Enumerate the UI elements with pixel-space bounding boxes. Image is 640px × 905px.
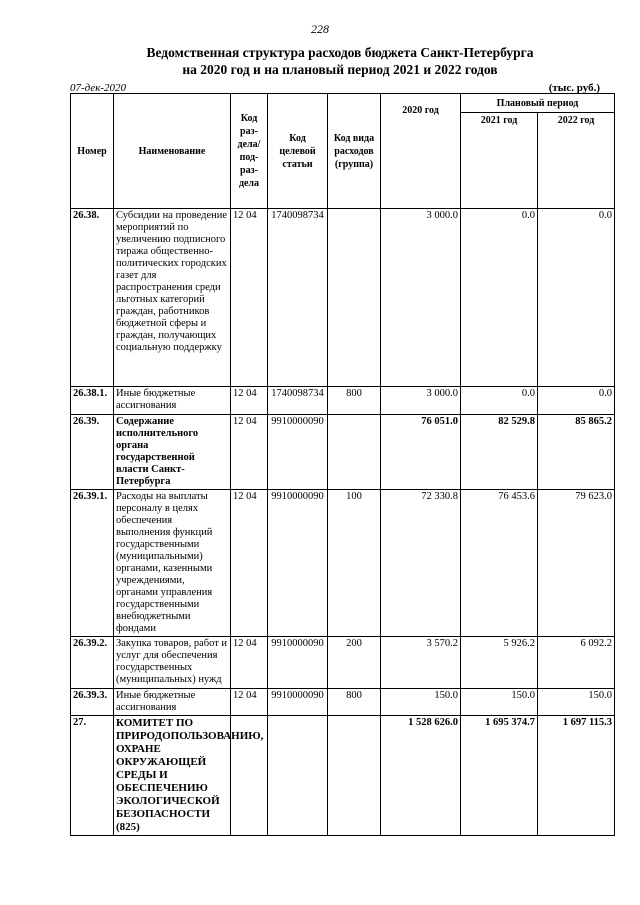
header-number: Номер	[71, 94, 114, 209]
document-date: 07-дек-2020	[70, 82, 127, 94]
title-line-1: Ведомственная структура расходов бюджета Санкт-Петербурга	[146, 45, 534, 60]
row-number: 26.38.	[71, 209, 114, 387]
row-amount-2020: 3 000.0	[381, 387, 461, 415]
row-number: 26.39.3.	[71, 689, 114, 716]
row-target-code: 1740098734	[268, 209, 328, 387]
row-expense-type: 100	[328, 490, 381, 637]
table-row	[71, 716, 615, 836]
row-target-code	[268, 716, 328, 836]
row-number: 26.39.	[71, 415, 114, 490]
row-amount-2020: 72 330.8	[381, 490, 461, 637]
row-amount-2022: 150.0	[538, 689, 615, 716]
row-amount-2020: 1 528 626.0	[381, 716, 461, 836]
title-line-2: на 2020 год и на плановый период 2021 и 2022 годов	[182, 62, 498, 77]
row-amount-2021: 76 453.6	[461, 490, 538, 637]
row-amount-2021: 1 695 374.7	[461, 716, 538, 836]
budget-table	[70, 93, 615, 836]
header-2022: 2022 год	[538, 113, 615, 209]
row-name: Субсидии на проведение мероприятий по увеличению подписного тиража общественно-политических городских газет для распространения среди льготных категорий граждан, работников бюджетной сферы и граждан, получающих социальную поддержку	[114, 209, 231, 387]
row-expense-type	[328, 716, 381, 836]
header-planned: Плановый период	[461, 94, 615, 113]
row-amount-2021: 150.0	[461, 689, 538, 716]
header-name: Наименование	[114, 94, 231, 209]
document-title	[60, 44, 620, 78]
row-target-code: 9910000090	[268, 689, 328, 716]
row-expense-type	[328, 209, 381, 387]
row-section-code: 12 04	[231, 209, 268, 387]
row-target-code: 9910000090	[268, 415, 328, 490]
row-amount-2021: 5 926.2	[461, 637, 538, 689]
row-section-code: 12 04	[231, 490, 268, 637]
row-amount-2022: 0.0	[538, 387, 615, 415]
row-name: Закупка товаров, работ и услуг для обеспечения государственных (муниципальных) нужд	[114, 637, 231, 689]
row-amount-2022: 6 092.2	[538, 637, 615, 689]
row-expense-type: 800	[328, 689, 381, 716]
table-body	[71, 209, 615, 836]
row-amount-2022: 85 865.2	[538, 415, 615, 490]
row-name: КОМИТЕТ ПО ПРИРОДОПОЛЬЗОВАНИЮ, ОХРАНЕ ОКРУЖАЮЩЕЙ СРЕДЫ И ОБЕСПЕЧЕНИЮ ЭКОЛОГИЧЕСКОЙ БЕЗОПАСНОСТИ (825)	[114, 716, 231, 836]
header-target: Код целевой статьи	[268, 94, 328, 209]
header-2021: 2021 год	[461, 113, 538, 209]
row-expense-type: 200	[328, 637, 381, 689]
row-amount-2022: 1 697 115.3	[538, 716, 615, 836]
row-expense-type	[328, 415, 381, 490]
row-number: 26.39.1.	[71, 490, 114, 637]
row-name: Содержание исполнительного органа государственной власти Санкт-Петербурга	[114, 415, 231, 490]
header-2020: 2020 год	[381, 94, 461, 209]
row-number: 26.39.2.	[71, 637, 114, 689]
row-section-code: 12 04	[231, 387, 268, 415]
row-amount-2020: 3 570.2	[381, 637, 461, 689]
table-row	[71, 387, 615, 415]
row-section-code: 12 04	[231, 415, 268, 490]
row-section-code: 12 04	[231, 637, 268, 689]
header-expense-type: Код вида расходов (группа)	[328, 94, 381, 209]
table-row	[71, 689, 615, 716]
table-row	[71, 209, 615, 387]
unit-label: (тыс. руб.)	[548, 82, 600, 94]
row-number: 27.	[71, 716, 114, 836]
row-target-code: 9910000090	[268, 490, 328, 637]
row-name: Иные бюджетные ассигнования	[114, 689, 231, 716]
header-section: Код раз-дела/ под-раз-дела	[231, 94, 268, 209]
page-number: 228	[311, 22, 329, 36]
header-row	[71, 94, 615, 113]
table-row	[71, 490, 615, 637]
row-amount-2021: 82 529.8	[461, 415, 538, 490]
row-amount-2022: 0.0	[538, 209, 615, 387]
row-target-code: 9910000090	[268, 637, 328, 689]
table-row	[71, 637, 615, 689]
row-section-code: 12 04	[231, 689, 268, 716]
row-amount-2021: 0.0	[461, 209, 538, 387]
row-amount-2020: 150.0	[381, 689, 461, 716]
table-row	[71, 415, 615, 490]
row-name: Иные бюджетные ассигнования	[114, 387, 231, 415]
row-amount-2020: 3 000.0	[381, 209, 461, 387]
row-expense-type: 800	[328, 387, 381, 415]
row-name: Расходы на выплаты персоналу в целях обеспечения выполнения функций государственными (муниципальными) органами, казенными учреждениями, органами управления государственными внебюджетными фондами	[114, 490, 231, 637]
row-number: 26.38.1.	[71, 387, 114, 415]
row-amount-2021: 0.0	[461, 387, 538, 415]
row-target-code: 1740098734	[268, 387, 328, 415]
row-amount-2020: 76 051.0	[381, 415, 461, 490]
row-amount-2022: 79 623.0	[538, 490, 615, 637]
